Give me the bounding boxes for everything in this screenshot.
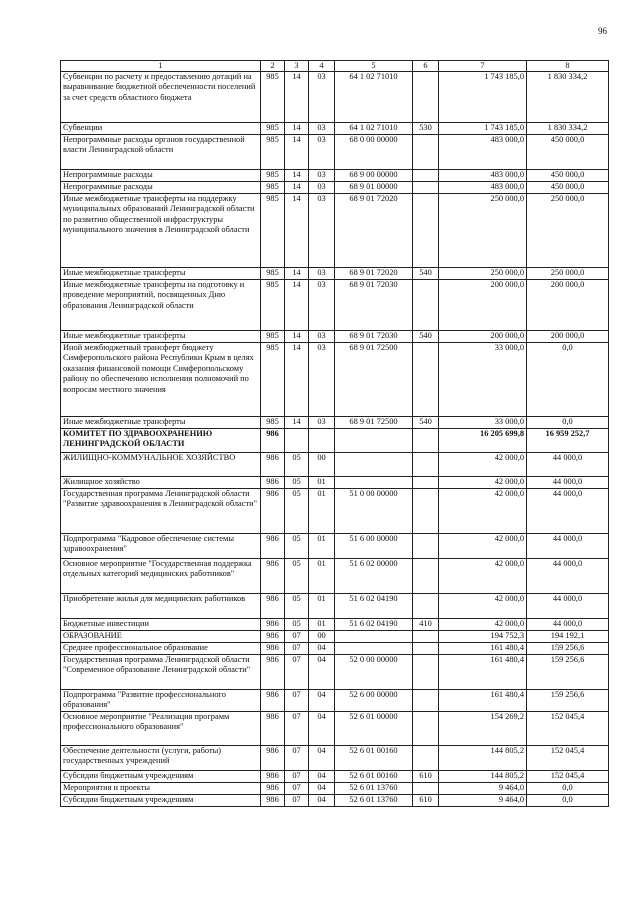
amount-year2-cell: 200 000,0: [527, 280, 609, 331]
chapter-code-cell: 986: [261, 795, 285, 807]
name-cell: ОБРАЗОВАНИЕ: [61, 631, 261, 643]
header-cell: 5: [335, 61, 413, 72]
amount-year1-cell: 483 000,0: [439, 135, 527, 170]
expense-type-cell: [413, 429, 439, 453]
amount-year1-cell: 161 480,4: [439, 655, 527, 690]
subsection-cell: 04: [309, 690, 335, 712]
name-cell: Иные межбюджетные трансферты: [61, 268, 261, 280]
amount-year2-cell: 159 256,6: [527, 655, 609, 690]
chapter-code-cell: 986: [261, 477, 285, 489]
table-row: [61, 343, 609, 417]
header-cell: 3: [285, 61, 309, 72]
expense-type-cell: [413, 643, 439, 655]
target-article-cell: 68 9 01 72500: [335, 343, 413, 417]
amount-year2-cell: 44 000,0: [527, 453, 609, 477]
amount-year2-cell: 250 000,0: [527, 194, 609, 268]
section-cell: 05: [285, 559, 309, 594]
subsection-cell: 04: [309, 783, 335, 795]
table-row: [61, 331, 609, 343]
amount-year2-cell: 200 000,0: [527, 331, 609, 343]
target-article-cell: 68 0 00 00000: [335, 135, 413, 170]
expense-type-cell: [413, 783, 439, 795]
table-row: [61, 746, 609, 771]
chapter-code-cell: 986: [261, 655, 285, 690]
section-cell: 14: [285, 280, 309, 331]
expense-type-cell: 610: [413, 771, 439, 783]
table-row: [61, 170, 609, 182]
target-article-cell: 52 6 01 00160: [335, 771, 413, 783]
subsection-cell: 03: [309, 280, 335, 331]
section-cell: 07: [285, 712, 309, 746]
subsection-cell: 00: [309, 631, 335, 643]
section-cell: 14: [285, 331, 309, 343]
table-row: [61, 194, 609, 268]
chapter-code-cell: 985: [261, 343, 285, 417]
expense-type-cell: [413, 534, 439, 559]
section-cell: 07: [285, 783, 309, 795]
name-cell: ЖИЛИЩНО-КОММУНАЛЬНОЕ ХОЗЯЙСТВО: [61, 453, 261, 477]
subsection-cell: 03: [309, 331, 335, 343]
amount-year2-cell: 152 045,4: [527, 712, 609, 746]
chapter-code-cell: 986: [261, 712, 285, 746]
target-article-cell: 68 9 00 00000: [335, 170, 413, 182]
chapter-code-cell: 985: [261, 280, 285, 331]
section-cell: 05: [285, 477, 309, 489]
target-article-cell: 68 9 01 72030: [335, 331, 413, 343]
amount-year2-cell: 152 045,4: [527, 771, 609, 783]
amount-year2-cell: 250 000,0: [527, 268, 609, 280]
section-cell: 14: [285, 343, 309, 417]
amount-year2-cell: 44 000,0: [527, 534, 609, 559]
target-article-cell: 68 9 01 00000: [335, 182, 413, 194]
table-row: [61, 453, 609, 477]
amount-year1-cell: 154 269,2: [439, 712, 527, 746]
name-cell: Субвенции по расчету и предоставлению дотаций на выравнивание бюджетной обеспеченности поселений за счет средств областного бюджета: [61, 72, 261, 123]
expense-type-cell: [413, 489, 439, 534]
chapter-code-cell: 985: [261, 417, 285, 429]
amount-year2-cell: 44 000,0: [527, 477, 609, 489]
amount-year2-cell: 1 830 334,2: [527, 123, 609, 135]
table-row: [61, 783, 609, 795]
amount-year2-cell: 194 192,1: [527, 631, 609, 643]
amount-year1-cell: 483 000,0: [439, 182, 527, 194]
amount-year2-cell: 1 830 334,2: [527, 72, 609, 123]
amount-year2-cell: 0,0: [527, 343, 609, 417]
subsection-cell: 00: [309, 453, 335, 477]
amount-year1-cell: 194 752,3: [439, 631, 527, 643]
subsection-cell: 03: [309, 135, 335, 170]
section-cell: 05: [285, 453, 309, 477]
subsection-cell: 04: [309, 795, 335, 807]
section-cell: 05: [285, 489, 309, 534]
expense-type-cell: [413, 559, 439, 594]
target-article-cell: 52 0 00 00000: [335, 655, 413, 690]
chapter-code-cell: 986: [261, 534, 285, 559]
table-row: [61, 477, 609, 489]
expense-type-cell: [413, 194, 439, 268]
subsection-cell: 01: [309, 559, 335, 594]
table-row: [61, 72, 609, 123]
table-row: [61, 771, 609, 783]
header-cell: 6: [413, 61, 439, 72]
amount-year1-cell: 42 000,0: [439, 453, 527, 477]
target-article-cell: 68 9 01 72500: [335, 417, 413, 429]
subsection-cell: 04: [309, 771, 335, 783]
table-row: [61, 712, 609, 746]
subsection-cell: 04: [309, 712, 335, 746]
target-article-cell: 51 0 00 00000: [335, 489, 413, 534]
expense-type-cell: [413, 690, 439, 712]
expense-type-cell: [413, 343, 439, 417]
expense-type-cell: [413, 655, 439, 690]
expense-type-cell: 410: [413, 619, 439, 631]
table-row: [61, 268, 609, 280]
table-row: [61, 690, 609, 712]
subsection-cell: 03: [309, 170, 335, 182]
target-article-cell: [335, 631, 413, 643]
table-row: [61, 280, 609, 331]
subsection-cell: 03: [309, 194, 335, 268]
table-row: [61, 643, 609, 655]
target-article-cell: 64 1 02 71010: [335, 123, 413, 135]
target-article-cell: [335, 453, 413, 477]
section-cell: 07: [285, 655, 309, 690]
target-article-cell: [335, 429, 413, 453]
section-cell: 14: [285, 182, 309, 194]
target-article-cell: 52 6 00 00000: [335, 690, 413, 712]
table-row: [61, 795, 609, 807]
section-cell: 07: [285, 746, 309, 771]
name-cell: Субсидии бюджетным учреждениям: [61, 795, 261, 807]
expense-type-cell: 540: [413, 417, 439, 429]
subsection-cell: 01: [309, 477, 335, 489]
amount-year2-cell: 0,0: [527, 417, 609, 429]
amount-year1-cell: 42 000,0: [439, 489, 527, 534]
subsection-cell: 01: [309, 534, 335, 559]
subsection-cell: 03: [309, 268, 335, 280]
name-cell: Государственная программа Ленинградской области "Развитие здравоохранения в Ленинградской области": [61, 489, 261, 534]
chapter-code-cell: 985: [261, 135, 285, 170]
target-article-cell: 52 6 01 00000: [335, 712, 413, 746]
target-article-cell: 51 6 02 00000: [335, 559, 413, 594]
chapter-code-cell: 986: [261, 489, 285, 534]
section-cell: [285, 429, 309, 453]
name-cell: Иной межбюджетный трансферт бюджету Симферопольского района Республики Крым в целях оказания финансовой помощи Симферопольскому району по обеспечению исполнения полномочий по вопросам местного значения: [61, 343, 261, 417]
amount-year2-cell: 16 959 252,7: [527, 429, 609, 453]
chapter-code-cell: 985: [261, 194, 285, 268]
section-cell: 05: [285, 619, 309, 631]
table-header-row: [61, 61, 609, 72]
name-cell: Основное мероприятие "Государственная поддержка отдельных категорий медицинских работников": [61, 559, 261, 594]
amount-year1-cell: 1 743 185,0: [439, 72, 527, 123]
target-article-cell: 52 6 01 00160: [335, 746, 413, 771]
expense-type-cell: 540: [413, 331, 439, 343]
name-cell: Субсидии бюджетным учреждениям: [61, 771, 261, 783]
amount-year2-cell: 44 000,0: [527, 489, 609, 534]
amount-year1-cell: 161 480,4: [439, 643, 527, 655]
amount-year1-cell: 42 000,0: [439, 477, 527, 489]
target-article-cell: 51 6 02 04190: [335, 619, 413, 631]
name-cell: Обеспечение деятельности (услуги, работы) государственных учреждений: [61, 746, 261, 771]
name-cell: Непрограммные расходы: [61, 182, 261, 194]
amount-year1-cell: 144 805,2: [439, 746, 527, 771]
section-cell: 14: [285, 268, 309, 280]
chapter-code-cell: 986: [261, 631, 285, 643]
chapter-code-cell: 986: [261, 690, 285, 712]
chapter-code-cell: 985: [261, 182, 285, 194]
amount-year1-cell: 16 205 699,8: [439, 429, 527, 453]
chapter-code-cell: 986: [261, 771, 285, 783]
amount-year1-cell: 250 000,0: [439, 268, 527, 280]
section-cell: 14: [285, 123, 309, 135]
section-cell: 07: [285, 771, 309, 783]
subsection-cell: 03: [309, 417, 335, 429]
table-row: [61, 619, 609, 631]
amount-year2-cell: 450 000,0: [527, 182, 609, 194]
amount-year1-cell: 42 000,0: [439, 619, 527, 631]
chapter-code-cell: 986: [261, 619, 285, 631]
name-cell: Бюджетные инвестиции: [61, 619, 261, 631]
chapter-code-cell: 986: [261, 643, 285, 655]
subsection-cell: 01: [309, 619, 335, 631]
chapter-code-cell: 986: [261, 594, 285, 619]
subsection-cell: 01: [309, 594, 335, 619]
amount-year2-cell: 450 000,0: [527, 170, 609, 182]
expense-type-cell: [413, 135, 439, 170]
header-cell: 4: [309, 61, 335, 72]
target-article-cell: 68 9 01 72030: [335, 280, 413, 331]
amount-year2-cell: 152 045,4: [527, 746, 609, 771]
amount-year2-cell: 44 000,0: [527, 559, 609, 594]
subsection-cell: 03: [309, 182, 335, 194]
name-cell: Жилищное хозяйство: [61, 477, 261, 489]
chapter-code-cell: 985: [261, 170, 285, 182]
expense-type-cell: [413, 453, 439, 477]
amount-year1-cell: 33 000,0: [439, 417, 527, 429]
chapter-code-cell: 986: [261, 783, 285, 795]
target-article-cell: 64 1 02 71010: [335, 72, 413, 123]
table-row: [61, 559, 609, 594]
amount-year1-cell: 42 000,0: [439, 594, 527, 619]
chapter-code-cell: 985: [261, 123, 285, 135]
name-cell: Среднее профессиональное образование: [61, 643, 261, 655]
section-cell: 14: [285, 170, 309, 182]
target-article-cell: 51 6 02 04190: [335, 594, 413, 619]
table-row: [61, 417, 609, 429]
target-article-cell: [335, 477, 413, 489]
budget-table: [60, 60, 609, 807]
table-row: [61, 135, 609, 170]
amount-year2-cell: 0,0: [527, 795, 609, 807]
section-cell: 14: [285, 135, 309, 170]
name-cell: Подпрограмма "Кадровое обеспечение системы здравоохранения": [61, 534, 261, 559]
table-row: [61, 655, 609, 690]
name-cell: Непрограммные расходы органов государственной власти Ленинградской области: [61, 135, 261, 170]
target-article-cell: 52 6 01 13760: [335, 795, 413, 807]
amount-year1-cell: 483 000,0: [439, 170, 527, 182]
expense-type-cell: [413, 170, 439, 182]
amount-year1-cell: 250 000,0: [439, 194, 527, 268]
target-article-cell: 68 9 01 72020: [335, 268, 413, 280]
expense-type-cell: 540: [413, 268, 439, 280]
table-row: [61, 429, 609, 453]
name-cell: Иные межбюджетные трансферты на подготовку и проведение мероприятий, посвященных Дню образования Ленинградской области: [61, 280, 261, 331]
section-cell: 07: [285, 643, 309, 655]
subsection-cell: 03: [309, 72, 335, 123]
subsection-cell: [309, 429, 335, 453]
expense-type-cell: [413, 477, 439, 489]
table-row: [61, 123, 609, 135]
name-cell: Субвенции: [61, 123, 261, 135]
section-cell: 07: [285, 795, 309, 807]
target-article-cell: [335, 643, 413, 655]
expense-type-cell: [413, 746, 439, 771]
name-cell: Непрограммные расходы: [61, 170, 261, 182]
target-article-cell: 51 6 00 00000: [335, 534, 413, 559]
amount-year2-cell: 44 000,0: [527, 594, 609, 619]
name-cell: Иные межбюджетные трансферты: [61, 417, 261, 429]
header-cell: 7: [439, 61, 527, 72]
expense-type-cell: [413, 72, 439, 123]
table-row: [61, 489, 609, 534]
name-cell: Государственная программа Ленинградской области "Современное образование Ленинградской области": [61, 655, 261, 690]
chapter-code-cell: 985: [261, 72, 285, 123]
chapter-code-cell: 986: [261, 429, 285, 453]
name-cell: Иные межбюджетные трансферты на поддержку муниципальных образований Ленинградской области по развитию общественной инфраструктуры муниципального значения в Ленинградской области: [61, 194, 261, 268]
header-cell: 8: [527, 61, 609, 72]
subsection-cell: 03: [309, 343, 335, 417]
name-cell: Иные межбюджетные трансферты: [61, 331, 261, 343]
name-cell: Подпрограмма "Развитие профессионального образования": [61, 690, 261, 712]
table-row: [61, 182, 609, 194]
table-row: [61, 534, 609, 559]
section-cell: 14: [285, 417, 309, 429]
section-cell: 07: [285, 631, 309, 643]
amount-year1-cell: 9 464,0: [439, 795, 527, 807]
expense-type-cell: [413, 182, 439, 194]
amount-year1-cell: 42 000,0: [439, 559, 527, 594]
subsection-cell: 04: [309, 655, 335, 690]
subsection-cell: 01: [309, 489, 335, 534]
section-cell: 14: [285, 72, 309, 123]
chapter-code-cell: 985: [261, 268, 285, 280]
section-cell: 07: [285, 690, 309, 712]
section-cell: 05: [285, 534, 309, 559]
amount-year1-cell: 200 000,0: [439, 280, 527, 331]
amount-year1-cell: 161 480,4: [439, 690, 527, 712]
chapter-code-cell: 986: [261, 746, 285, 771]
amount-year1-cell: 42 000,0: [439, 534, 527, 559]
chapter-code-cell: 985: [261, 331, 285, 343]
amount-year1-cell: 1 743 185,0: [439, 123, 527, 135]
amount-year2-cell: 159 256,6: [527, 690, 609, 712]
expense-type-cell: [413, 280, 439, 331]
subsection-cell: 03: [309, 123, 335, 135]
name-cell: Основное мероприятие "Реализация программ профессионального образования": [61, 712, 261, 746]
name-cell: Мероприятия и проекты: [61, 783, 261, 795]
expense-type-cell: [413, 594, 439, 619]
amount-year2-cell: 44 000,0: [527, 619, 609, 631]
target-article-cell: 68 9 01 72020: [335, 194, 413, 268]
header-cell: 1: [61, 61, 261, 72]
subsection-cell: 04: [309, 746, 335, 771]
amount-year2-cell: 0,0: [527, 783, 609, 795]
expense-type-cell: 610: [413, 795, 439, 807]
table-row: [61, 631, 609, 643]
expense-type-cell: [413, 712, 439, 746]
subsection-cell: 04: [309, 643, 335, 655]
amount-year1-cell: 200 000,0: [439, 331, 527, 343]
amount-year1-cell: 33 000,0: [439, 343, 527, 417]
amount-year1-cell: 144 805,2: [439, 771, 527, 783]
section-cell: 14: [285, 194, 309, 268]
chapter-code-cell: 986: [261, 453, 285, 477]
page-number: 96: [598, 26, 607, 36]
name-cell: КОМИТЕТ ПО ЗДРАВООХРАНЕНИЮ ЛЕНИНГРАДСКОЙ ОБЛАСТИ: [61, 429, 261, 453]
amount-year2-cell: 159 256,6: [527, 643, 609, 655]
header-cell: 2: [261, 61, 285, 72]
section-cell: 05: [285, 594, 309, 619]
amount-year2-cell: 450 000,0: [527, 135, 609, 170]
target-article-cell: 52 6 01 13760: [335, 783, 413, 795]
name-cell: Приобретение жилья для медицинских работников: [61, 594, 261, 619]
expense-type-cell: 530: [413, 123, 439, 135]
expense-type-cell: [413, 631, 439, 643]
table-row: [61, 594, 609, 619]
amount-year1-cell: 9 464,0: [439, 783, 527, 795]
chapter-code-cell: 986: [261, 559, 285, 594]
